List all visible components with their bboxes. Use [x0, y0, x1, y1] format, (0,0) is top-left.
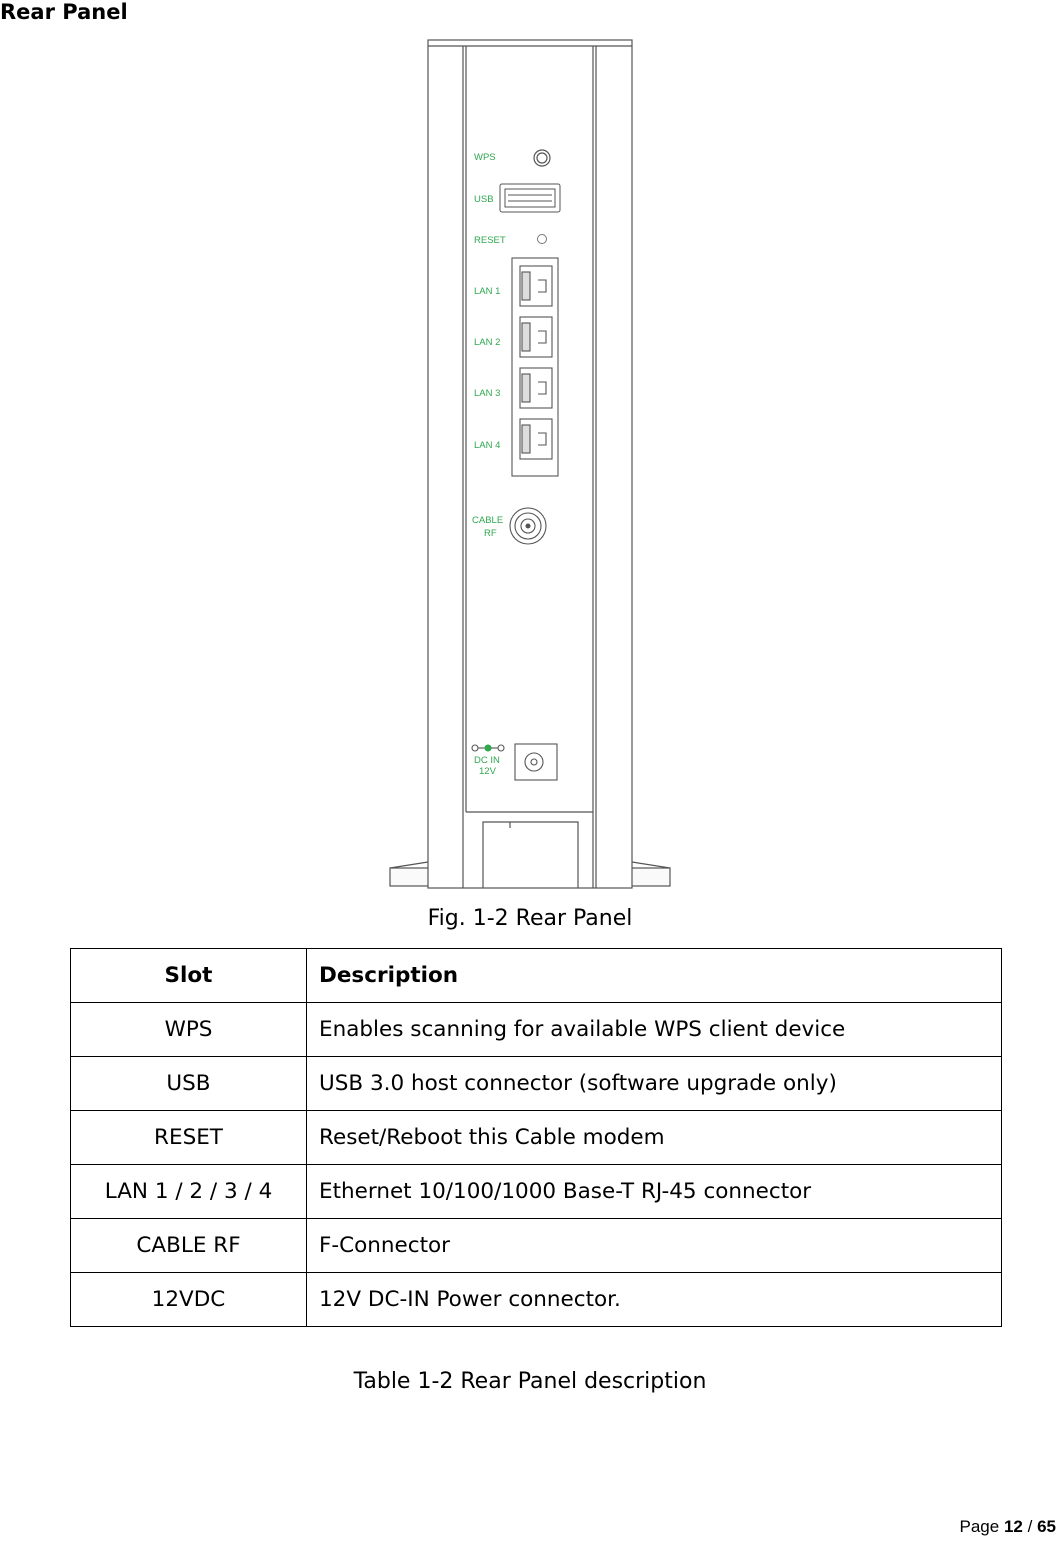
cell-slot: CABLE RF	[71, 1219, 307, 1273]
label-lan4: LAN 4	[474, 440, 501, 451]
page-footer	[960, 1517, 1056, 1537]
table-row	[71, 1057, 1002, 1111]
rear-panel-table	[70, 948, 1002, 1327]
page-label: Page	[959, 1517, 1000, 1536]
label-rf: RF	[484, 528, 497, 539]
cell-description: Reset/Reboot this Cable modem	[307, 1111, 1002, 1165]
header-description: Description	[307, 949, 1002, 1003]
section-title: Rear Panel	[0, 0, 128, 24]
cell-description: USB 3.0 host connector (software upgrade only)	[307, 1057, 1002, 1111]
label-lan1: LAN 1	[474, 286, 501, 297]
cell-description: Enables scanning for available WPS client device	[307, 1003, 1002, 1057]
rear-panel-drawing	[388, 36, 672, 892]
label-dc-in: DC IN	[474, 755, 500, 766]
header-slot: Slot	[71, 949, 307, 1003]
page-current: 12	[1003, 1517, 1023, 1536]
label-usb: USB	[474, 194, 494, 205]
figure-caption: Fig. 1-2 Rear Panel	[427, 906, 633, 931]
label-dc-voltage: 12V	[479, 766, 496, 777]
cell-description: 12V DC-IN Power connector.	[307, 1273, 1002, 1327]
label-wps: WPS	[474, 152, 496, 163]
rear-panel-figure	[388, 36, 672, 892]
table-row	[71, 1219, 1002, 1273]
label-lan3: LAN 3	[474, 388, 501, 399]
device-body	[428, 40, 632, 888]
cell-description: F-Connector	[307, 1219, 1002, 1273]
table-row	[71, 1165, 1002, 1219]
cell-slot: LAN 1 / 2 / 3 / 4	[71, 1165, 307, 1219]
label-cable: CABLE	[472, 515, 504, 526]
label-lan2: LAN 2	[474, 337, 501, 348]
page-separator: /	[1027, 1517, 1033, 1536]
table-row	[71, 1003, 1002, 1057]
cell-slot: 12VDC	[71, 1273, 307, 1327]
cell-slot: USB	[71, 1057, 307, 1111]
label-reset: RESET	[474, 235, 506, 246]
cell-slot: WPS	[71, 1003, 307, 1057]
table-row	[71, 1273, 1002, 1327]
table-header-row	[71, 949, 1002, 1003]
cell-description: Ethernet 10/100/1000 Base-T RJ-45 connector	[307, 1165, 1002, 1219]
f-connector	[510, 508, 546, 544]
page-total: 65	[1037, 1517, 1056, 1536]
table-row	[71, 1111, 1002, 1165]
cell-slot: RESET	[71, 1111, 307, 1165]
table-caption: Table 1-2 Rear Panel description	[353, 1369, 707, 1394]
